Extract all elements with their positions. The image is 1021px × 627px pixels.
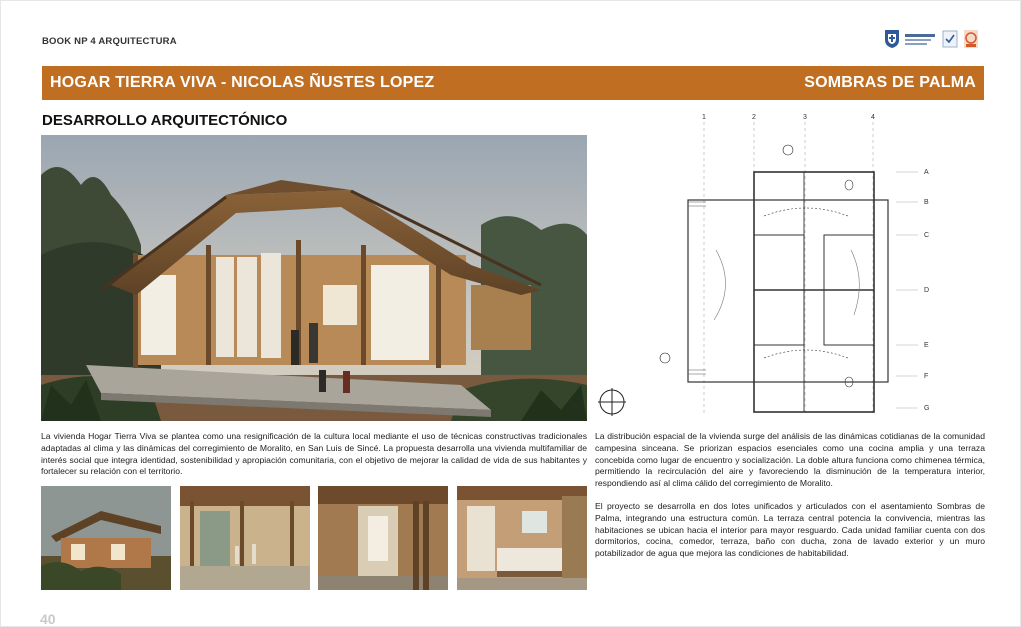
plan-column-label: 2: [752, 114, 756, 121]
plan-row-label: A: [924, 169, 929, 176]
terrace-interior-image: [180, 486, 310, 590]
project-lots-paragraph: El proyecto se desarrolla en dos lotes unificados y articulados con el asentamiento Sombras de Palma, integrando una estructura común. La terraza central potencia la convivencia, mientras las habitaciones se ubican hacia el interior para mayor resguardo. Cada unidad familiar cuenta con dos dormitorios, cocina, comedor, terraza, baño con ducha, zona de lavado exterior y un muro potabilizador de agua que mejora las condiciones de habitabilidad.: [595, 500, 985, 559]
plan-column-label: 3: [803, 114, 807, 121]
bedroom-interior-image: [457, 486, 587, 590]
plan-row-label: G: [924, 405, 930, 412]
floor-plan-drawing: [596, 110, 986, 422]
page-number: 40: [40, 611, 56, 627]
exterior-view-image: [41, 486, 171, 590]
university-wordmark-icon: [905, 34, 937, 45]
institution-logos: [884, 29, 979, 49]
accreditation-check-icon: [942, 29, 958, 49]
settlement-title: SOMBRAS DE PALMA: [804, 74, 976, 91]
plan-row-label: D: [924, 287, 930, 294]
book-title: BOOK NP 4 ARQUITECTURA: [42, 36, 177, 47]
university-shield-icon: [884, 29, 900, 49]
plan-row-label: B: [924, 199, 929, 206]
plan-row-label: E: [924, 342, 929, 349]
thumbnail-gallery: [41, 486, 587, 590]
quality-seal-icon: [963, 29, 979, 49]
plan-column-label: 1: [702, 114, 706, 121]
section-title: DESARROLLO ARQUITECTÓNICO: [42, 112, 288, 129]
project-description-right: [595, 431, 985, 571]
spatial-distribution-paragraph: La distribución espacial de la vivienda surge del análisis de las dinámicas cotidianas de la comunidad campesina sinceana. Se priorizan espacios esenciales como una cocina amplia y una terraza concebida como lugar de encuentro y socialización. La doble altura funciona como chimenea térmica, permitiendo la recirculación del aire y favoreciendo la disminución de la temperatura interior, respondiendo así al clima cálido del corregimiento de Moralito.: [595, 431, 985, 489]
project-title: HOGAR TIERRA VIVA - NICOLAS ÑUSTES LOPEZ: [50, 74, 435, 91]
project-description-left: La vivienda Hogar Tierra Viva se plantea como una resignificación de la cultura local mediante el uso de técnicas constructivas tradicionales adaptadas al clima y las dinámicas del corregimiento de Moralito, en San Luis de Sincé. La propuesta desarrolla una vivienda multifamiliar de interés social que integra identidad, sostenibilidad y apropiación comunitaria, con el objetivo de mejorar la calidad de vida de sus habitantes y fortalecer su relación con el territorio.: [41, 431, 587, 477]
title-banner: [42, 66, 984, 100]
plan-row-label: F: [924, 373, 929, 380]
plan-row-label: C: [924, 232, 930, 239]
corridor-interior-image: [318, 486, 448, 590]
main-house-render-image: [41, 135, 587, 421]
plan-column-label: 4: [871, 114, 875, 121]
